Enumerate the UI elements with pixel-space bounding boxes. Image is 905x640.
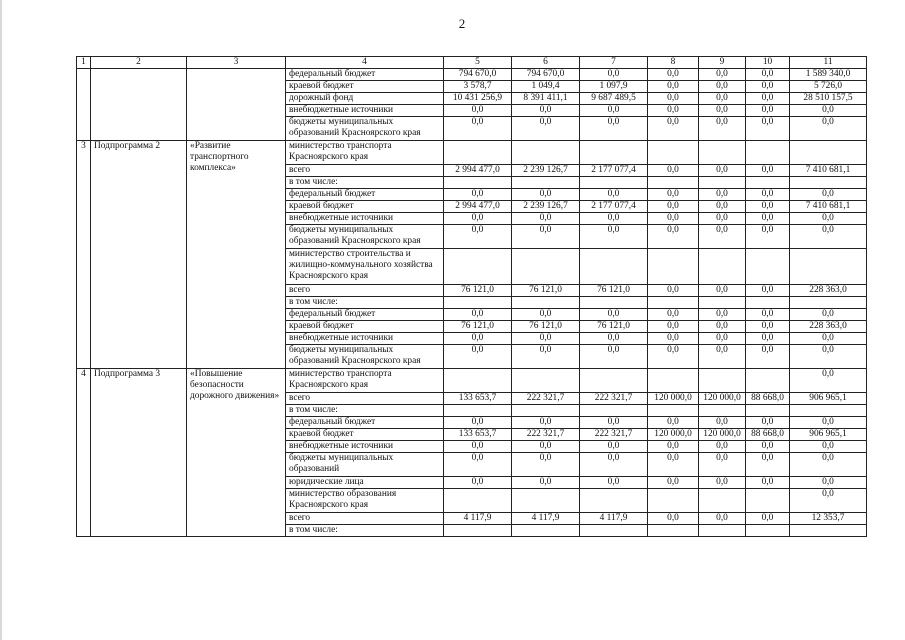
value-cell: 0,0 [699,441,746,453]
value-cell: 88 668,0 [746,429,790,441]
program-name: Подпрограмма 3 [91,369,187,537]
value-cell [512,141,580,165]
value-cell: 0,0 [746,213,790,225]
program-title: «Повышение безопасности дорожного движения» [187,369,286,537]
value-cell: 0,0 [648,321,699,333]
program-title: «Развитие транспортного комплекса» [187,141,286,369]
value-cell [746,405,790,417]
source-label: министерство транспорта Красноярского края [286,369,444,393]
value-cell: 0,0 [790,417,867,429]
column-header: 4 [286,57,444,69]
value-cell: 0,0 [444,345,512,369]
value-cell [444,369,512,393]
value-cell: 4 117,9 [512,513,580,525]
value-cell: 0,0 [746,165,790,177]
source-label: бюджеты муниципальных образований Красноярского края [286,345,444,369]
value-cell: 0,0 [699,417,746,429]
page-number: 2 [458,16,466,31]
value-cell: 0,0 [648,513,699,525]
value-cell: 0,0 [790,105,867,117]
source-label: всего [286,285,444,297]
value-cell: 2 994 477,0 [444,165,512,177]
value-cell [648,177,699,189]
value-cell: 0,0 [648,441,699,453]
value-cell: 0,0 [580,453,648,477]
value-cell: 0,0 [512,441,580,453]
source-label: федеральный бюджет [286,189,444,201]
source-label: в том числе: [286,405,444,417]
row-number: 4 [77,369,91,537]
value-cell [580,141,648,165]
value-cell: 0,0 [512,453,580,477]
source-label: всего [286,393,444,405]
column-header: 1 [77,57,91,69]
value-cell: 0,0 [699,345,746,369]
value-cell: 76 121,0 [512,285,580,297]
value-cell: 0,0 [580,333,648,345]
value-cell [444,405,512,417]
header-row [77,57,867,69]
value-cell: 0,0 [512,213,580,225]
value-cell: 0,0 [746,117,790,141]
value-cell: 5 726,0 [790,81,867,93]
value-cell [648,405,699,417]
value-cell: 794 670,0 [444,69,512,81]
value-cell [444,525,512,537]
value-cell: 0,0 [444,309,512,321]
value-cell: 906 965,1 [790,429,867,441]
value-cell: 120 000,0 [699,393,746,405]
source-label: министерство строительства и жилищно-коммунального хозяйства Красноярского края [286,249,444,285]
value-cell: 120 000,0 [648,429,699,441]
value-cell: 0,0 [790,345,867,369]
value-cell [746,249,790,285]
value-cell [746,525,790,537]
value-cell: 133 653,7 [444,393,512,405]
source-label: краевой бюджет [286,81,444,93]
value-cell: 0,0 [580,117,648,141]
value-cell: 0,0 [699,93,746,105]
value-cell: 0,0 [790,309,867,321]
value-cell: 0,0 [648,333,699,345]
value-cell: 0,0 [444,213,512,225]
value-cell [444,177,512,189]
source-label: всего [286,513,444,525]
value-cell: 0,0 [512,189,580,201]
value-cell [512,525,580,537]
value-cell: 0,0 [699,81,746,93]
value-cell [444,489,512,513]
column-header: 6 [512,57,580,69]
value-cell: 7 410 681,1 [790,201,867,213]
program-name: Подпрограмма 2 [91,141,187,369]
row-number: 3 [77,141,91,369]
column-header: 3 [187,57,286,69]
value-cell: 0,0 [699,477,746,489]
source-label: внебюджетные источники [286,105,444,117]
value-cell [790,297,867,309]
value-cell: 0,0 [648,189,699,201]
value-cell: 0,0 [699,453,746,477]
value-cell: 0,0 [699,285,746,297]
value-cell: 0,0 [790,489,867,513]
value-cell: 222 321,7 [512,393,580,405]
source-label: краевой бюджет [286,429,444,441]
value-cell: 76 121,0 [444,321,512,333]
source-label: министерство транспорта Красноярского края [286,141,444,165]
value-cell: 0,0 [512,333,580,345]
value-cell: 0,0 [790,441,867,453]
value-cell: 0,0 [746,441,790,453]
value-cell: 0,0 [648,105,699,117]
value-cell: 0,0 [746,321,790,333]
column-header: 5 [444,57,512,69]
value-cell [746,369,790,393]
value-cell: 0,0 [580,345,648,369]
value-cell: 0,0 [746,345,790,369]
value-cell: 0,0 [648,477,699,489]
value-cell: 0,0 [580,477,648,489]
source-label: в том числе: [286,525,444,537]
value-cell: 794 670,0 [512,69,580,81]
column-header: 10 [746,57,790,69]
value-cell [699,525,746,537]
program-name [91,69,187,141]
value-cell: 0,0 [444,417,512,429]
value-cell: 0,0 [699,321,746,333]
value-cell [580,525,648,537]
value-cell: 0,0 [648,417,699,429]
value-cell: 0,0 [746,309,790,321]
value-cell [746,177,790,189]
value-cell: 0,0 [444,189,512,201]
value-cell: 0,0 [648,201,699,213]
value-cell [648,249,699,285]
value-cell: 0,0 [699,105,746,117]
value-cell: 0,0 [699,189,746,201]
value-cell: 0,0 [648,117,699,141]
value-cell [699,249,746,285]
source-label: бюджеты муниципальных образований [286,453,444,477]
value-cell [580,177,648,189]
value-cell: 0,0 [699,165,746,177]
value-cell: 0,0 [580,441,648,453]
value-cell: 0,0 [512,417,580,429]
value-cell: 8 391 411,1 [512,93,580,105]
value-cell: 0,0 [699,69,746,81]
value-cell [512,489,580,513]
value-cell: 0,0 [790,369,867,393]
value-cell: 0,0 [746,285,790,297]
source-label: федеральный бюджет [286,417,444,429]
value-cell: 0,0 [648,213,699,225]
value-cell: 1 049,4 [512,81,580,93]
value-cell: 0,0 [790,213,867,225]
value-cell [648,369,699,393]
value-cell: 228 363,0 [790,321,867,333]
value-cell: 0,0 [580,189,648,201]
value-cell: 10 431 256,9 [444,93,512,105]
value-cell: 120 000,0 [699,429,746,441]
value-cell: 133 653,7 [444,429,512,441]
value-cell: 0,0 [444,441,512,453]
value-cell: 0,0 [580,213,648,225]
source-label: бюджеты муниципальных образований Красноярского края [286,225,444,249]
source-label: краевой бюджет [286,201,444,213]
source-label: в том числе: [286,177,444,189]
value-cell [512,405,580,417]
value-cell: 2 177 077,4 [580,201,648,213]
column-header: 2 [91,57,187,69]
source-label: федеральный бюджет [286,69,444,81]
column-header: 11 [790,57,867,69]
value-cell [648,525,699,537]
value-cell: 0,0 [746,477,790,489]
value-cell: 76 121,0 [580,285,648,297]
value-cell: 0,0 [746,69,790,81]
value-cell: 0,0 [648,81,699,93]
value-cell: 120 000,0 [648,393,699,405]
value-cell [699,405,746,417]
value-cell: 0,0 [648,285,699,297]
source-label: министерство образования Красноярского края [286,489,444,513]
source-label: дорожный фонд [286,93,444,105]
value-cell [790,141,867,165]
value-cell [790,405,867,417]
scan-edge-line [0,0,2,640]
program-title [187,69,286,141]
value-cell [746,141,790,165]
value-cell: 0,0 [746,201,790,213]
value-cell: 1 097,9 [580,81,648,93]
source-label: бюджеты муниципальных образований Красноярского края [286,117,444,141]
row-number [77,69,91,141]
value-cell: 0,0 [580,105,648,117]
value-cell [699,369,746,393]
value-cell [580,405,648,417]
value-cell: 9 687 489,5 [580,93,648,105]
value-cell: 0,0 [648,453,699,477]
value-cell: 76 121,0 [444,285,512,297]
value-cell: 0,0 [444,225,512,249]
value-cell [444,297,512,309]
column-header: 7 [580,57,648,69]
value-cell: 0,0 [699,513,746,525]
value-cell: 0,0 [444,117,512,141]
value-cell [648,297,699,309]
value-cell: 0,0 [746,225,790,249]
value-cell: 0,0 [790,477,867,489]
value-cell: 0,0 [699,309,746,321]
value-cell [746,489,790,513]
value-cell: 0,0 [580,225,648,249]
value-cell: 0,0 [512,225,580,249]
source-label: внебюджетные источники [286,333,444,345]
table-row [77,141,867,165]
value-cell: 0,0 [580,69,648,81]
value-cell: 906 965,1 [790,393,867,405]
value-cell: 0,0 [444,453,512,477]
value-cell: 0,0 [444,477,512,489]
value-cell [790,177,867,189]
value-cell [512,369,580,393]
value-cell: 0,0 [648,309,699,321]
value-cell: 0,0 [512,345,580,369]
value-cell: 0,0 [648,69,699,81]
value-cell: 0,0 [648,345,699,369]
value-cell: 0,0 [580,309,648,321]
value-cell: 0,0 [512,117,580,141]
value-cell: 222 321,7 [580,429,648,441]
value-cell [699,297,746,309]
value-cell: 0,0 [746,105,790,117]
value-cell: 28 510 157,5 [790,93,867,105]
value-cell: 2 239 126,7 [512,201,580,213]
value-cell: 1 589 340,0 [790,69,867,81]
value-cell: 0,0 [648,165,699,177]
value-cell: 0,0 [648,93,699,105]
table-row [77,369,867,393]
value-cell: 0,0 [790,453,867,477]
value-cell [512,297,580,309]
value-cell [580,249,648,285]
value-cell: 0,0 [746,333,790,345]
column-header: 9 [699,57,746,69]
value-cell: 0,0 [746,81,790,93]
source-label: юридические лица [286,477,444,489]
column-header: 8 [648,57,699,69]
value-cell: 0,0 [790,189,867,201]
value-cell [444,141,512,165]
value-cell: 12 353,7 [790,513,867,525]
value-cell: 0,0 [746,417,790,429]
value-cell [790,525,867,537]
value-cell: 4 117,9 [580,513,648,525]
value-cell [444,249,512,285]
value-cell: 0,0 [699,117,746,141]
value-cell: 0,0 [699,213,746,225]
value-cell: 0,0 [790,225,867,249]
value-cell: 3 578,7 [444,81,512,93]
value-cell [746,297,790,309]
value-cell: 2 994 477,0 [444,201,512,213]
value-cell [580,489,648,513]
value-cell: 7 410 681,1 [790,165,867,177]
value-cell: 88 668,0 [746,393,790,405]
value-cell: 0,0 [699,201,746,213]
value-cell [699,177,746,189]
value-cell: 222 321,7 [580,393,648,405]
source-label: федеральный бюджет [286,309,444,321]
value-cell: 228 363,0 [790,285,867,297]
source-label: внебюджетные источники [286,213,444,225]
budget-table [76,56,867,537]
value-cell: 76 121,0 [580,321,648,333]
value-cell: 0,0 [512,309,580,321]
value-cell: 0,0 [790,333,867,345]
source-label: всего [286,165,444,177]
value-cell: 0,0 [746,93,790,105]
value-cell: 4 117,9 [444,513,512,525]
value-cell: 222 321,7 [512,429,580,441]
value-cell [648,489,699,513]
value-cell: 0,0 [699,333,746,345]
value-cell: 0,0 [580,417,648,429]
table-row [77,69,867,81]
value-cell: 0,0 [444,105,512,117]
value-cell [512,249,580,285]
value-cell [699,141,746,165]
value-cell: 2 239 126,7 [512,165,580,177]
value-cell: 2 177 077,4 [580,165,648,177]
value-cell [790,249,867,285]
source-label: в том числе: [286,297,444,309]
value-cell: 0,0 [444,333,512,345]
source-label: краевой бюджет [286,321,444,333]
value-cell: 0,0 [790,117,867,141]
value-cell [699,489,746,513]
value-cell: 76 121,0 [512,321,580,333]
value-cell: 0,0 [746,513,790,525]
value-cell [512,177,580,189]
value-cell: 0,0 [699,225,746,249]
value-cell: 0,0 [512,105,580,117]
value-cell [648,141,699,165]
value-cell: 0,0 [512,477,580,489]
value-cell: 0,0 [746,189,790,201]
value-cell: 0,0 [648,225,699,249]
value-cell [580,297,648,309]
source-label: внебюджетные источники [286,441,444,453]
value-cell [580,369,648,393]
value-cell: 0,0 [746,453,790,477]
